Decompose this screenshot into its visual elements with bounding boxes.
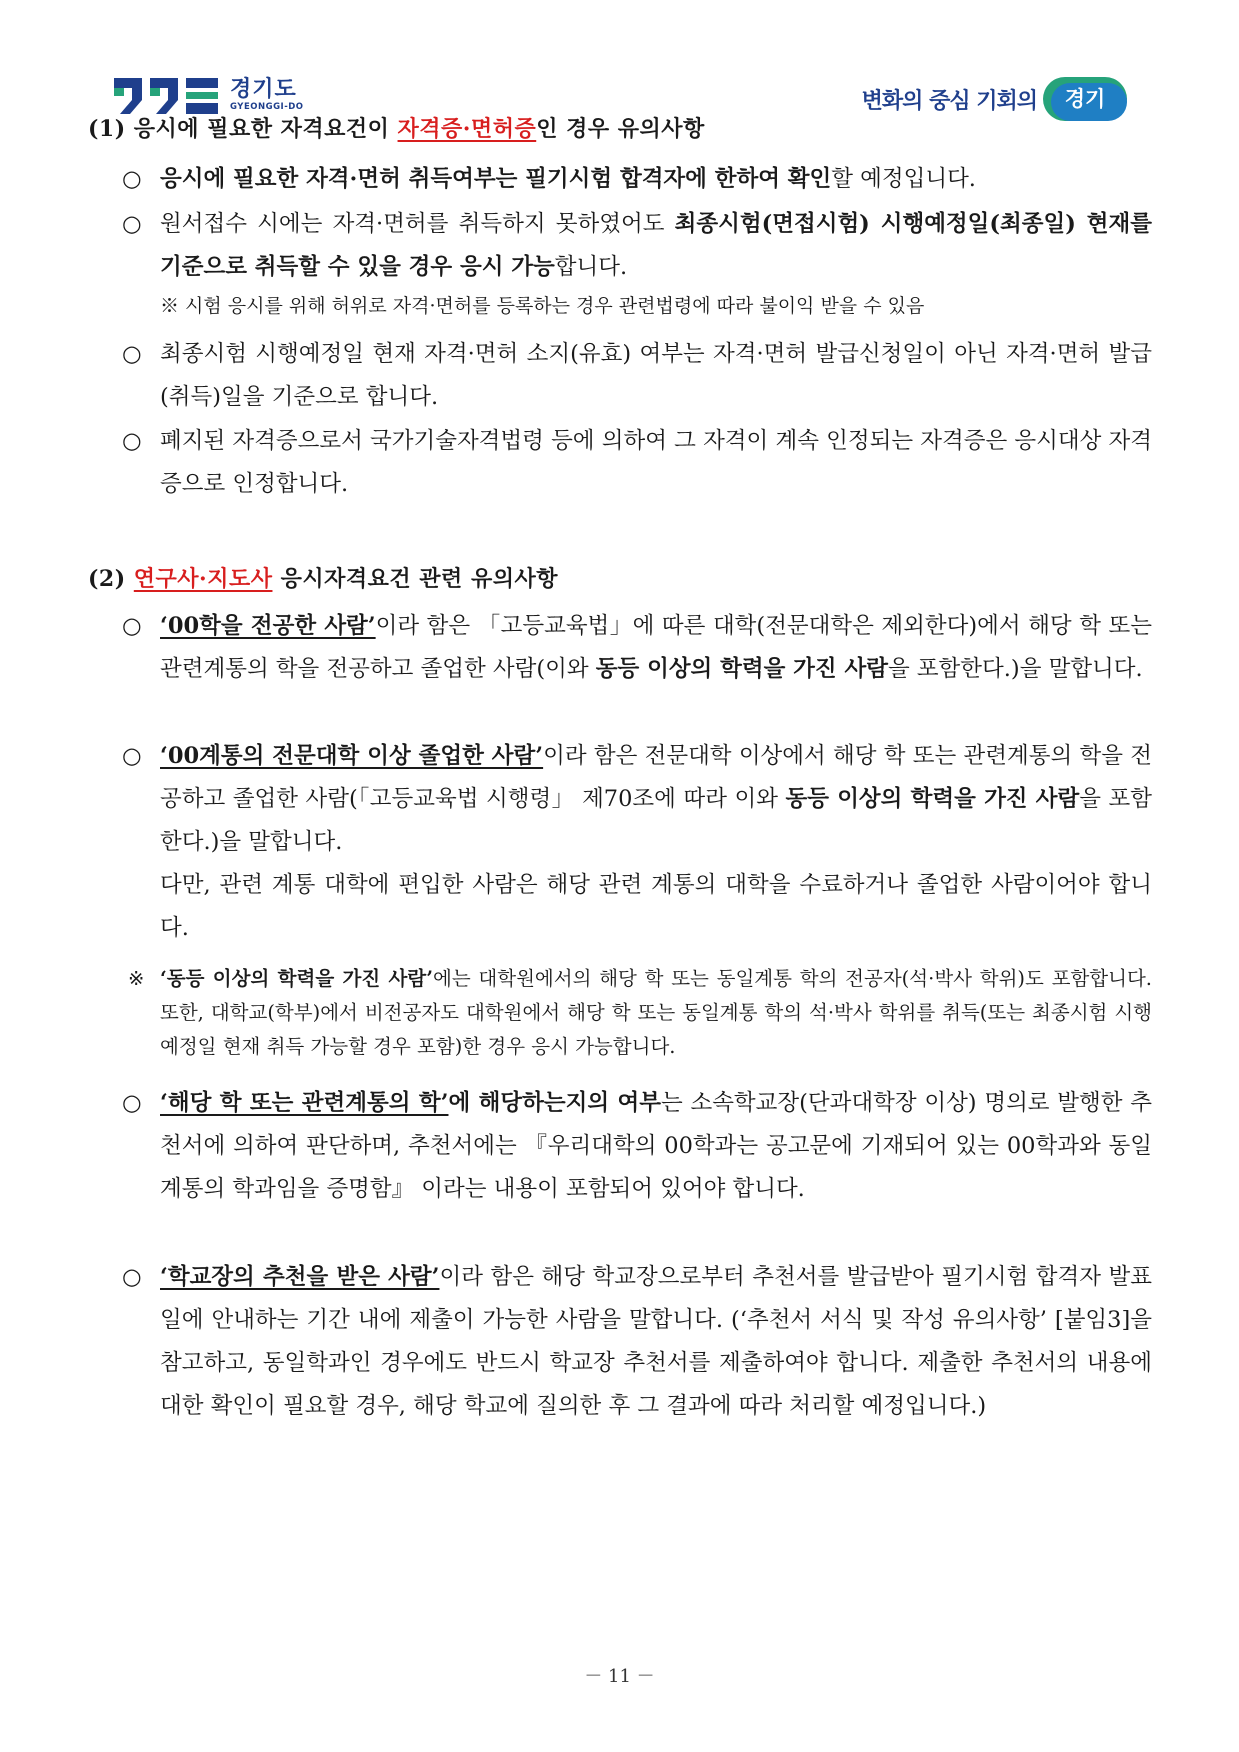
gyeonggi-symbol-icon [112,74,222,116]
section-1-item-1: ○ 응시에 필요한 자격·면허 취득여부는 필기시험 합격자에 한하여 확인할 예정입니다. [122,158,1152,201]
logo-english-text: GYEONGGI-DO [230,102,304,112]
section-1-item-2: ○ 원서접수 시에는 자격·면허를 취득하지 못하였어도 최종시험(면접시험) 시행예정일(최종일) 현재를 기준으로 취득할 수 있을 경우 응시 가능합니다. ※ 시험 응시를 위해 허위로 자격·면허를 등록하는 경우 관련법령에 따라 불이익 받을 수 있음 [122,203,1152,321]
slogan-badge-text: 경기 [1064,87,1106,111]
section-2-title-highlight: 연구사·지도사 [133,566,273,592]
page-header [0,0,1239,130]
section-1-item-3: ○ 최종시험 시행예정일 현재 자격·면허 소지(유효) 여부는 자격·면허 발급신청일이 아닌 자격·면허 발급(취득)일을 기준으로 합니다. [122,333,1152,419]
slogan [862,76,1127,122]
bullet-mark: ○ [122,211,142,237]
section-2-title: (2) 연구사·지도사 응시자격요건 관련 유의사항 [88,566,558,592]
bullet-mark: ○ [122,341,142,367]
bullet-mark: ○ [122,743,142,769]
bullet-mark: ○ [122,428,142,454]
section-1-title-highlight: 자격증·면허증 [397,116,537,142]
section-1-item-4: ○ 폐지된 자격증으로서 국가기술자격법령 등에 의하여 그 자격이 계속 인정되는 자격증은 응시대상 자격증으로 인정합니다. [122,420,1152,506]
bullet-mark: ○ [122,613,142,639]
section-2-item-4: ○ ‘학교장의 추천을 받은 사람’이라 함은 해당 학교장으로부터 추천서를 발급받아 필기시험 합격자 발표일에 안내하는 기간 내에 제출이 가능한 사람을 말합니다. (‘추천서 서식 및 작성 유의사항’ [붙임3]을 참고하고, 동일학과인 경우에도 반드시 학교장 추천서를 제출하여야 합니다. 제출한 추천서의 내용에 대한 확인이 필요할 경우, 해당 학교에 질의한 후 그 결과에 따라 처리할 예정입니다.) [122,1256,1152,1428]
slogan-text: 변화의 중심 기회의 [861,88,1037,114]
section-2-note: ※ ‘동등 이상의 학력을 가진 사람’에는 대학원에서의 해당 학 또는 동일계통 학의 전공자(석·박사 학위)도 포함합니다. 또한, 대학교(학부)에서 비전공자도 대학원에서 해당 학 또는 동일계통 학의 석·박사 학위를 취득(또는 최종시험 시행예정일 현재 취득 가능할 경우 포함)한 경우 응시 가능합니다. [128,967,1152,1058]
section-2-item-1: ○ ‘00학을 전공한 사람’이라 함은 「고등교육법」에 따른 대학(전문대학은 제외한다)에서 해당 학 또는 관련계통의 학을 전공하고 졸업한 사람(이와 동등 이상의 학력을 가진 사람을 포함한다.)을 말합니다. [122,605,1152,691]
bullet-mark: ○ [122,1090,142,1116]
section-2-item-2-proviso: 다만, 관련 계통 대학에 편입한 사람은 해당 관련 계통의 대학을 수료하거나 졸업한 사람이어야 합니다. [160,872,1152,941]
logo-korean-text: 경기도 [230,77,297,102]
page-number: － 11 － [584,1666,655,1687]
bullet-mark: ○ [122,166,142,192]
section-2-item-2: ○ ‘00계통의 전문대학 이상 졸업한 사람’이라 함은 전문대학 이상에서 해당 학 또는 관련계통의 학을 전공하고 졸업한 사람(「고등교육법 시행령」 제70조에 따라 이와 동등 이상의 학력을 가진 사람을 포함한다.)을 말합니다. 다만, 관련 계통 대학에 편입한 사람은 해당 관련 계통의 대학을 수료하거나 졸업한 사람이어야 합니다. ※ ‘동등 이상의 학력을 가진 사람’에는 대학원에서의 해당 학 또는 동일계통 학의 전공자(석·박사 학위)도 포함합니다. 또한, 대학교(학부)에서 비전공자도 대학원에서 해당 학 또는 동일계통 학의 석·박사 학위를 취득(또는 최종시험 시행예정일 현재 취득 가능할 경우 포함)한 경우 응시 가능합니다. [122,735,1152,1064]
section-1-title: (1) 응시에 필요한 자격요건이 자격증·면허증인 경우 유의사항 [88,116,705,142]
section-1-note: ※ 시험 응시를 위해 허위로 자격·면허를 등록하는 경우 관련법령에 따라 불이익 받을 수 있음 [160,295,925,317]
bullet-mark: ○ [122,1264,142,1290]
slogan-badge [1043,77,1127,121]
section-2-item-3: ○ ‘해당 학 또는 관련계통의 학’에 해당하는지의 여부는 소속학교장(단과대학장 이상) 명의로 발행한 추천서에 의하여 판단하며, 추천서에는 『우리대학의 00학과는 공고문에 기재되어 있는 00학과와 동일계통의 학과임을 증명함』 이라는 내용이 포함되어 있어야 합니다. [122,1082,1152,1211]
